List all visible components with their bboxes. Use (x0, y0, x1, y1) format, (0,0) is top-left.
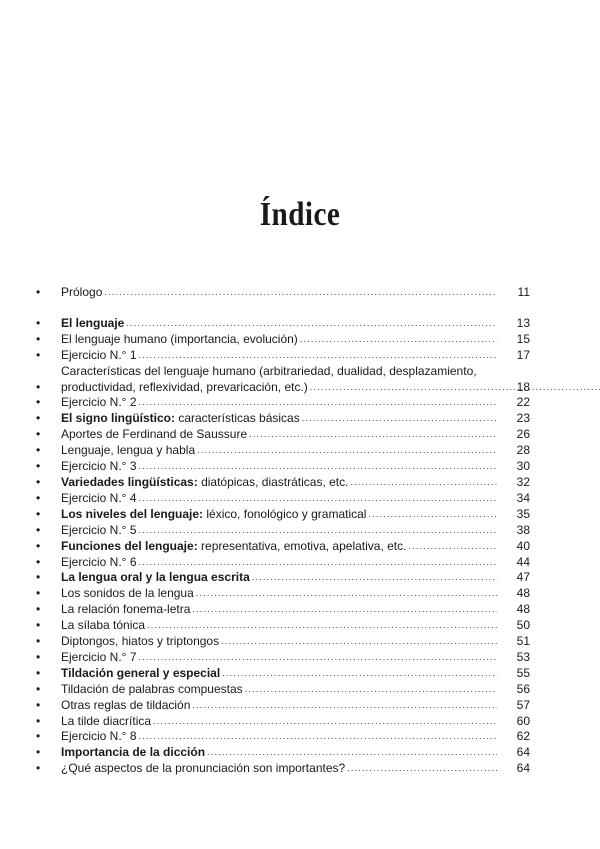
dot-leader (104, 285, 497, 301)
bullet-icon: • (36, 395, 41, 410)
toc-page-number: 32 (516, 474, 530, 489)
bullet-icon: • (36, 331, 41, 346)
toc-page-number: 23 (516, 411, 530, 426)
bullet-icon: • (36, 570, 41, 585)
toc-entry (36, 602, 530, 618)
dot-leader (139, 650, 498, 666)
toc-page-number: 13 (516, 315, 530, 330)
toc-entry-text: Características del lenguaje humano (arbitrariedad, dualidad, desplazamiento, (61, 363, 477, 378)
bullet-icon: • (36, 634, 41, 649)
bullet-icon: • (36, 538, 41, 553)
toc-entry-text: El lenguaje humano (importancia, evolución) (61, 331, 298, 346)
toc-entry-title (61, 475, 348, 491)
toc-page-number: 17 (516, 347, 530, 362)
dot-leader (350, 475, 497, 491)
toc-entry-text: Ejercicio N.° 5 (61, 522, 137, 537)
toc-entry-title (61, 507, 366, 523)
toc-page-number: 28 (516, 443, 530, 458)
bullet-icon: • (36, 745, 41, 760)
toc-entry (36, 698, 530, 714)
dot-leader (196, 586, 497, 602)
toc-entry (36, 555, 530, 571)
dot-leader (126, 316, 497, 332)
toc-page-number: 60 (516, 713, 530, 728)
toc-entry (36, 586, 530, 602)
toc-entry-title (61, 602, 190, 618)
toc-page-number: 48 (516, 602, 530, 617)
toc-page-number: 34 (516, 490, 530, 505)
toc-entry-title (61, 539, 406, 555)
toc-entry-title (61, 618, 145, 634)
toc-entry (36, 745, 530, 761)
bullet-icon: • (36, 285, 41, 299)
toc-page-number: 11 (517, 285, 530, 299)
toc-entry-text: Ejercicio N.° 2 (61, 395, 137, 410)
bullet-icon: • (36, 681, 41, 696)
toc-entry-text: Ejercicio N.° 1 (61, 347, 137, 362)
toc-entry-text: características básicas (175, 411, 300, 426)
dot-leader (139, 348, 498, 364)
toc-entry-title (61, 443, 195, 459)
bullet-icon: • (36, 697, 41, 712)
toc-page-number: 64 (516, 745, 530, 760)
toc-entry (36, 491, 530, 507)
toc-entry (36, 364, 530, 396)
toc-page-number: 22 (516, 395, 530, 410)
bullet-icon: • (36, 315, 41, 330)
toc-entry (36, 523, 530, 539)
bullet-icon: • (36, 411, 41, 426)
toc-page-number: 15 (516, 331, 530, 346)
toc-page-number: 48 (516, 586, 530, 601)
toc-entry-text: Ejercicio N.° 6 (61, 554, 137, 569)
dot-leader (347, 761, 497, 777)
toc-entry-title (61, 745, 205, 761)
toc-entry-text: Ejercicio N.° 8 (61, 729, 137, 744)
toc-entry-text: La tilde diacrítica (61, 713, 152, 728)
toc-entry-title (61, 555, 137, 571)
bullet-icon: • (36, 427, 41, 442)
dot-leader (139, 491, 498, 507)
dot-leader (147, 618, 497, 634)
toc-page-number: 57 (516, 697, 530, 712)
toc-entry (36, 348, 530, 364)
toc-page-number: 50 (516, 618, 530, 633)
toc-entry-title (61, 491, 137, 507)
toc-page-number: 30 (516, 459, 530, 474)
toc-page-number: 62 (516, 729, 530, 744)
dot-leader (153, 714, 497, 730)
toc-page-number: 47 (516, 570, 530, 585)
bullet-icon: • (36, 459, 41, 474)
toc-entry-text: representativa, emotiva, apelativa, etc. (197, 538, 407, 553)
bullet-icon: • (36, 586, 41, 601)
bullet-icon: • (36, 506, 41, 521)
toc-entry-title (61, 332, 298, 348)
toc-entry-title (61, 729, 137, 745)
toc-entry-title (61, 364, 600, 380)
bullet-icon: • (36, 554, 41, 569)
toc-entry-text: Diptongos, hiatos y triptongos (61, 634, 220, 649)
dot-leader (207, 745, 497, 761)
dot-leader (300, 332, 497, 348)
toc-entry-title (61, 666, 220, 682)
dot-leader (139, 459, 498, 475)
bullet-icon: • (36, 761, 41, 776)
bullet-icon: • (36, 522, 41, 537)
dot-leader (221, 634, 497, 650)
bullet-icon: • (36, 490, 41, 505)
toc-entry-title (61, 380, 308, 396)
toc-entry-heading: El lenguaje (61, 315, 125, 330)
toc-entry (36, 507, 530, 523)
toc-entry (36, 761, 530, 777)
bullet-icon: • (36, 618, 41, 633)
toc-entry-heading: La lengua oral y la lengua escrita (61, 570, 250, 585)
toc-entry-text: Aportes de Ferdinand de Saussure (61, 427, 248, 442)
toc-entry-heading: Importancia de la dicción (61, 745, 206, 760)
toc-page-number: 35 (516, 506, 530, 521)
toc-entry-text: Ejercicio N.° 4 (61, 490, 137, 505)
toc-entry-title (61, 316, 124, 332)
toc-page-number: 26 (516, 427, 530, 442)
toc-entry (36, 459, 530, 475)
dot-leader (192, 698, 497, 714)
dot-leader (252, 570, 497, 586)
dot-leader (310, 380, 600, 396)
toc-entry-heading: Variedades lingüísticas: (61, 474, 198, 489)
toc-entry-title (61, 523, 137, 539)
toc-entry-text: La sílaba tónica (61, 618, 146, 633)
toc-entry (36, 316, 530, 332)
toc-entry-text: Otras reglas de tildación (61, 697, 191, 712)
page-title: Índice (259, 196, 341, 233)
toc-entry (36, 475, 530, 491)
toc-entry-title (61, 714, 151, 730)
toc-entry (36, 650, 530, 666)
toc-page-number: 56 (516, 681, 530, 696)
dot-leader (249, 427, 497, 443)
bullet-icon: • (36, 347, 41, 362)
toc-entry-title (61, 682, 243, 698)
toc-entry-text: Lenguaje, lengua y habla (61, 443, 196, 458)
toc-entry-text: productividad, reflexividad, prevaricación, etc.) (61, 379, 308, 394)
toc-entry-title (61, 427, 247, 443)
dot-leader (139, 395, 498, 411)
toc-entry (36, 714, 530, 730)
toc-page-number: 40 (516, 538, 530, 553)
bullet-icon: • (36, 665, 41, 680)
dot-leader (408, 539, 497, 555)
toc-entry (36, 729, 530, 745)
toc-entry (36, 427, 530, 443)
toc-entry-text: Prólogo (61, 285, 103, 299)
bullet-icon: • (36, 602, 41, 617)
toc-entry-title (61, 411, 300, 427)
toc-entry-text: Tildación de palabras compuestas (61, 681, 243, 696)
dot-leader (139, 523, 498, 539)
dot-leader (222, 666, 497, 682)
dot-leader (139, 555, 498, 571)
dot-leader (302, 411, 497, 427)
bullet-icon: • (36, 474, 41, 489)
bullet-icon: • (36, 443, 41, 458)
toc-entry (36, 539, 530, 555)
dot-leader (139, 729, 498, 745)
toc-entry (36, 443, 530, 459)
toc-entry-title (61, 348, 137, 364)
toc-entry-title (61, 285, 102, 301)
toc-page-number: 53 (516, 649, 530, 664)
toc-entry-title (61, 650, 137, 666)
toc-entry-heading: Los niveles del lenguaje: (61, 506, 204, 521)
dot-leader (368, 507, 497, 523)
table-of-contents (36, 285, 530, 777)
bullet-icon: • (36, 713, 41, 728)
toc-entry-text: léxico, fonológico y gramatical (203, 506, 367, 521)
toc-entry (36, 618, 530, 634)
toc-entry (36, 570, 530, 586)
toc-entry-text: ¿Qué aspectos de la pronunciación son importantes? (61, 761, 346, 776)
toc-entry (36, 682, 530, 698)
toc-entry (36, 634, 530, 650)
toc-entry (36, 395, 530, 411)
toc-page-number: 44 (516, 554, 530, 569)
toc-entry-title (61, 459, 137, 475)
toc-entry-heading: El signo lingüístico: (61, 411, 175, 426)
toc-entry-title (61, 395, 137, 411)
toc-entry-heading: Funciones del lenguaje: (61, 538, 198, 553)
toc-entry (36, 285, 530, 301)
bullet-icon: • (36, 649, 41, 664)
toc-entry-text: Ejercicio N.° 7 (61, 649, 137, 664)
dot-leader (192, 602, 497, 618)
toc-entry-text: diatópicas, diastráticas, etc. (197, 474, 349, 489)
toc-entry-title (61, 761, 345, 777)
toc-entry-title (61, 586, 194, 602)
dot-leader (197, 443, 497, 459)
toc-page-number: 55 (516, 665, 530, 680)
toc-page-number: 64 (516, 761, 530, 776)
toc-entry-title (61, 698, 190, 714)
toc-entry-text: La relación fonema-letra (61, 602, 191, 617)
bullet-icon: • (36, 729, 41, 744)
bullet-icon: • (36, 379, 41, 394)
toc-entry-heading: Tildación general y especial (61, 665, 221, 680)
toc-entry-text: Los sonidos de la lengua (61, 586, 194, 601)
toc-page-number: 18 (516, 379, 530, 394)
toc-entry-title (61, 570, 250, 586)
toc-page-number: 51 (516, 634, 530, 649)
dot-leader (245, 682, 497, 698)
toc-entry (36, 666, 530, 682)
toc-entry (36, 411, 530, 427)
toc-page-number: 38 (516, 522, 530, 537)
toc-entry-text: Ejercicio N.° 3 (61, 459, 137, 474)
toc-entry-title (61, 634, 219, 650)
toc-entry (36, 332, 530, 348)
